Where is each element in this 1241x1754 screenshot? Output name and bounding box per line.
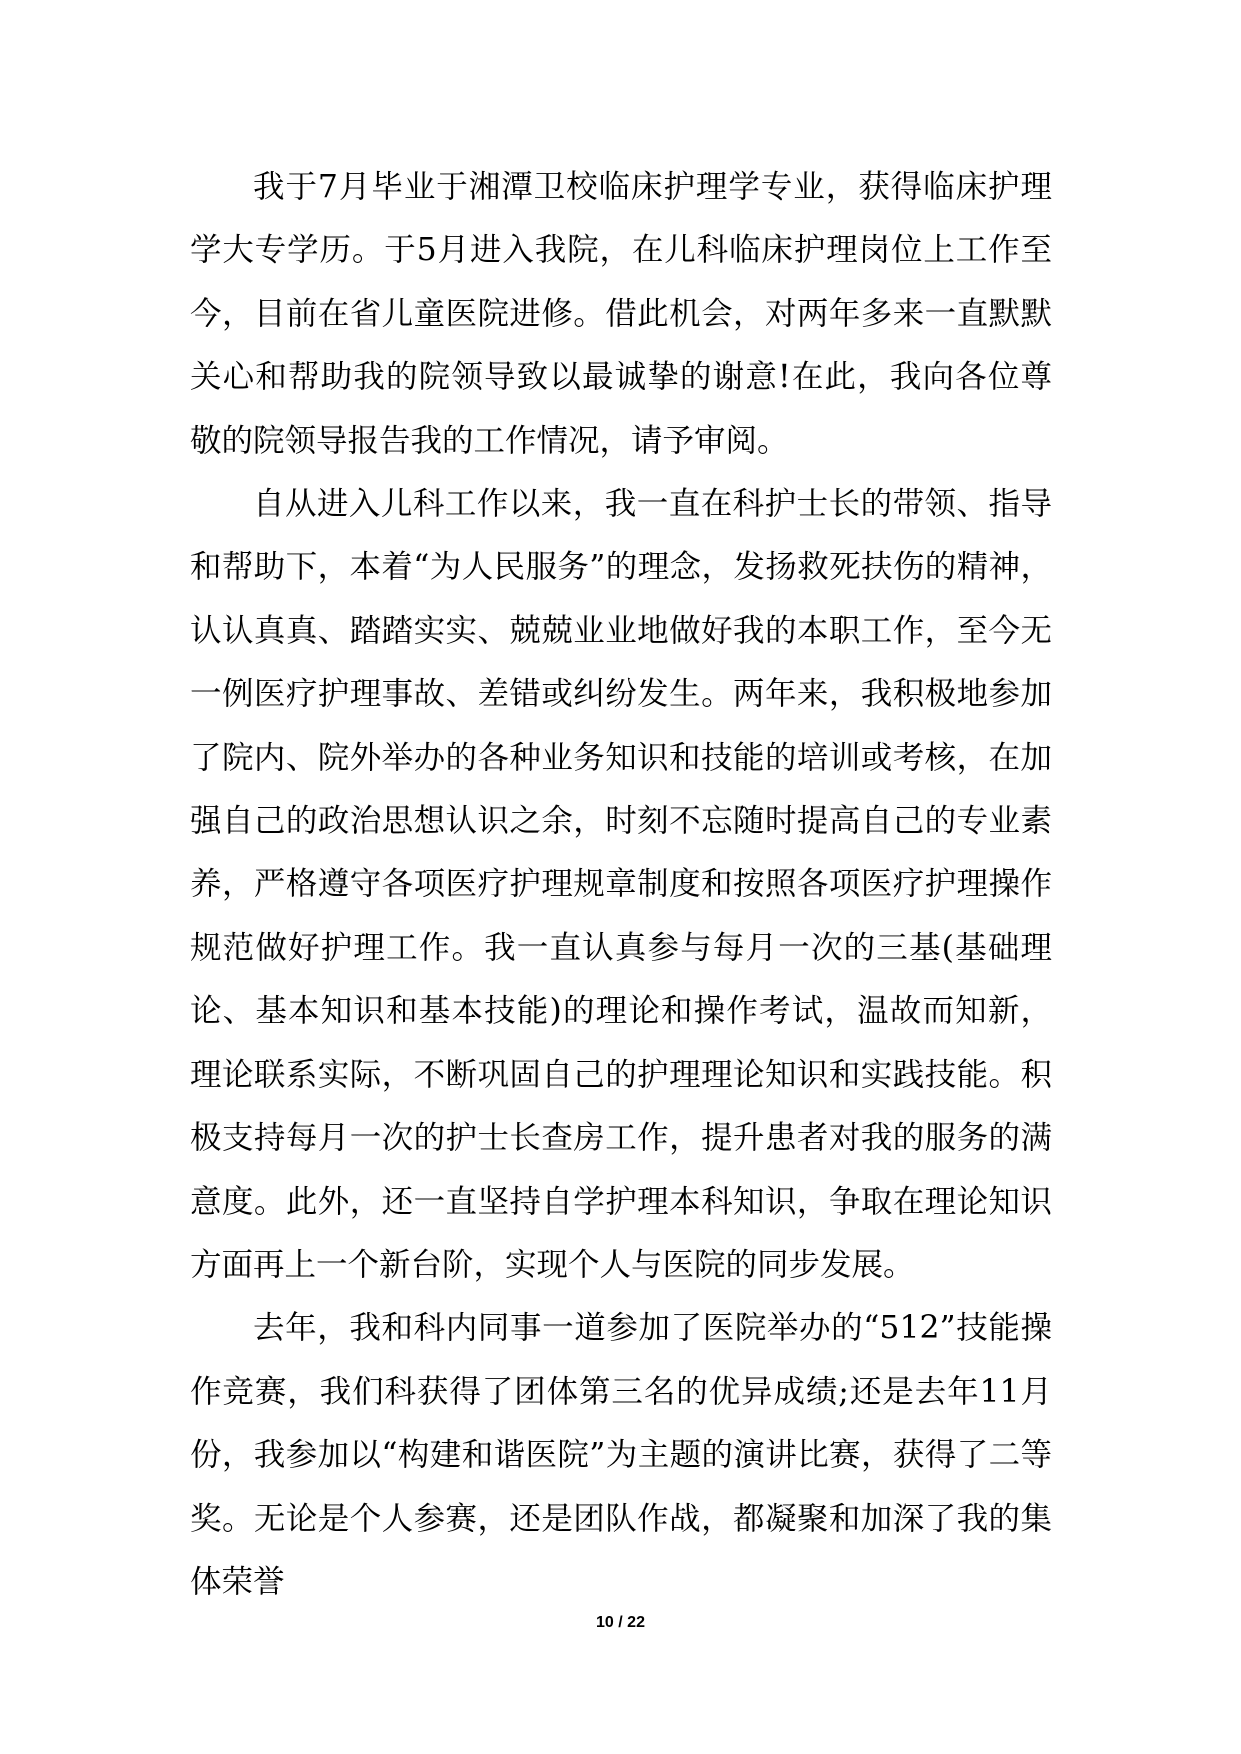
paragraph-2: 自从进入儿科工作以来，我一直在科护士长的带领、指导和帮助下，本着“为人民服务”的理念，发扬救死扶伤的精神，认认真真、踏踏实实、兢兢业业地做好我的本职工作，至今无一例医疗护理事故、差错或纠纷发生。两年来，我积极地参加了院内、院外举办的各种业务知识和技能的培训或考核，在加强自己的政治思想认识之余，时刻不忘随时提高自己的专业素养，严格遵守各项医疗护理规章制度和按照各项医疗护理操作规范做好护理工作。我一直认真参与每月一次的三基(基础理论、基本知识和基本技能)的理论和操作考试，温故而知新，理论联系实际，不断巩固自己的护理理论知识和实践技能。积极支持每月一次的护士长查房工作，提升患者对我的服务的满意度。此外，还一直坚持自学护理本科知识，争取在理论知识方面再上一个新台阶，实现个人与医院的同步发展。 (190, 486, 1052, 1283)
paragraph-3: 去年，我和科内同事一道参加了医院举办的“512”技能操作竞赛，我们科获得了团体第三名的优异成绩;还是去年11月份，我参加以“构建和谐医院”为主题的演讲比赛，获得了二等奖。无论是个人参赛，还是团队作战，都凝聚和加深了我的集体荣誉 (190, 1310, 1052, 1600)
paragraph-1: 我于7月毕业于湘潭卫校临床护理学专业，获得临床护理学大专学历。于5月进入我院，在儿科临床护理岗位上工作至今，目前在省儿童医院进修。借此机会，对两年多来一直默默关心和帮助我的院领导致以最诚挚的谢意!在此，我向各位尊敬的院领导报告我的工作情况，请予审阅。 (190, 169, 1052, 459)
body-text (190, 156, 1052, 1614)
page-number: 10 / 22 (596, 1614, 645, 1631)
